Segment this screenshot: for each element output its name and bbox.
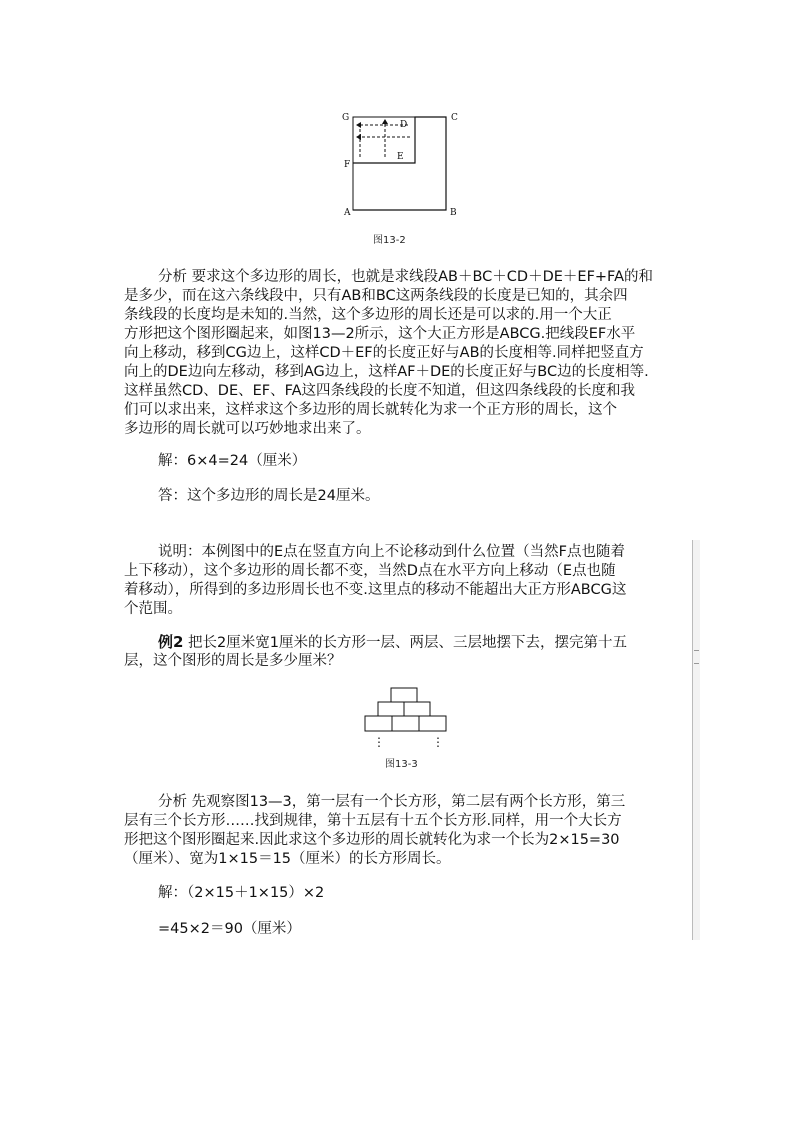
brick-row2-2 (404, 702, 430, 716)
solution-2-line-2: =45×2＝90（厘米） (158, 921, 301, 937)
solution-1: 解：6×4=24（厘米） (158, 453, 307, 469)
analysis-1-line-4: 方形把这个图形圈起来，如图13—2所示，这个大正方形是ABCG.把线段EF水平 (124, 326, 636, 342)
analysis-1-line-9: 多边形的周长就可以巧妙地求出来了。 (124, 421, 371, 437)
analysis-2-line-3: 形把这个图形圈起来.因此求这个多边形的周长就转化为求一个长为2×15=30 (124, 832, 620, 848)
analysis-1-line-3: 条线段的长度均是未知的.当然，这个多边形的周长还是可以求的.用一个大正 (124, 307, 612, 323)
analysis-1-line-8: 们可以求出来，这样求这个多边形的周长就转化为求一个正方形的周长，这个 (124, 402, 617, 418)
brick-row3-2 (392, 716, 419, 731)
figure-13-3 (360, 686, 455, 754)
note-line-4: 个范围。 (124, 601, 182, 617)
analysis-2-line-2: 层有三个长方形……找到规律，第十五层有十五个长方形.同样，用一个大长方 (124, 813, 622, 829)
analysis-1-line-2: 是多少，而在这六条线段中，只有AB和BC这两条线段的长度是已知的，其余四 (124, 288, 628, 304)
dots-right: ⋮ (432, 735, 444, 749)
note-line-1: 说明：本例图中的E点在竖直方向上不论移动到什么位置（当然F点也随着 (158, 544, 625, 560)
label-g: G (342, 113, 350, 123)
solution-2-line-1: 解：（2×15＋1×15）×2 (158, 885, 325, 901)
arrow-head-3 (382, 119, 388, 124)
example-2-line-2: 层，这个图形的周长是多少厘米？ (124, 653, 342, 669)
note-line-2: 上下移动），这个多边形的周长都不变，当然D点在水平方向上移动（E点也随 (124, 563, 616, 579)
label-e: E (397, 152, 404, 162)
figure-13-2-caption: 图13-2 (373, 235, 406, 246)
analysis-1-line-1: 分析 要求这个多边形的周长，也就是求线段AB＋BC＋CD＋DE＋EF+FA的和 (158, 269, 653, 285)
brick-row3-1 (365, 716, 392, 731)
polygon-outline (353, 117, 446, 210)
label-c: C (451, 113, 458, 123)
label-d: D (400, 120, 408, 130)
dots-left: ⋮ (373, 735, 385, 749)
brick-row1-1 (391, 688, 417, 702)
brick-row2-1 (378, 702, 404, 716)
label-a: A (344, 208, 351, 215)
answer-1: 答：这个多边形的周长是24厘米。 (158, 488, 380, 504)
vertical-scrollbar[interactable] (692, 540, 700, 940)
note-line-3: 着移动），所得到的多边形周长也不变.这里点的移动不能超出大正方形ABCG这 (124, 582, 627, 598)
analysis-1-line-5: 向上移动，移到CG边上，这样CD＋EF的长度正好与AB的长度相等.同样把竖直方 (124, 345, 644, 361)
figure-13-3-caption: 图13-3 (385, 759, 418, 770)
analysis-1-line-7: 这样虽然CD、DE、EF、FA这四条线段的长度不知道，但这四条线段的长度和我 (124, 383, 636, 399)
example-2-label: 例2 (158, 633, 184, 651)
example-2-line-1: 例2 把长2厘米宽1厘米的长方形一层、两层、三层地摆下去，摆完第十五 (158, 633, 627, 651)
analysis-1-line-6: 向上的DE边向左移动，移到AG边上，这样AF＋DE的长度正好与BC边的长度相等. (124, 364, 649, 380)
analysis-2-line-4: （厘米）、宽为1×15＝15（厘米）的长方形周长。 (124, 851, 451, 867)
label-f: F (344, 160, 351, 170)
analysis-2-line-1: 分析 先观察图13—3，第一层有一个长方形，第二层有两个长方形，第三 (158, 794, 626, 810)
label-b: B (450, 208, 457, 215)
brick-row3-3 (419, 716, 446, 731)
figure-13-2 (330, 105, 465, 215)
scrollbar-grip-icon[interactable] (694, 650, 699, 664)
